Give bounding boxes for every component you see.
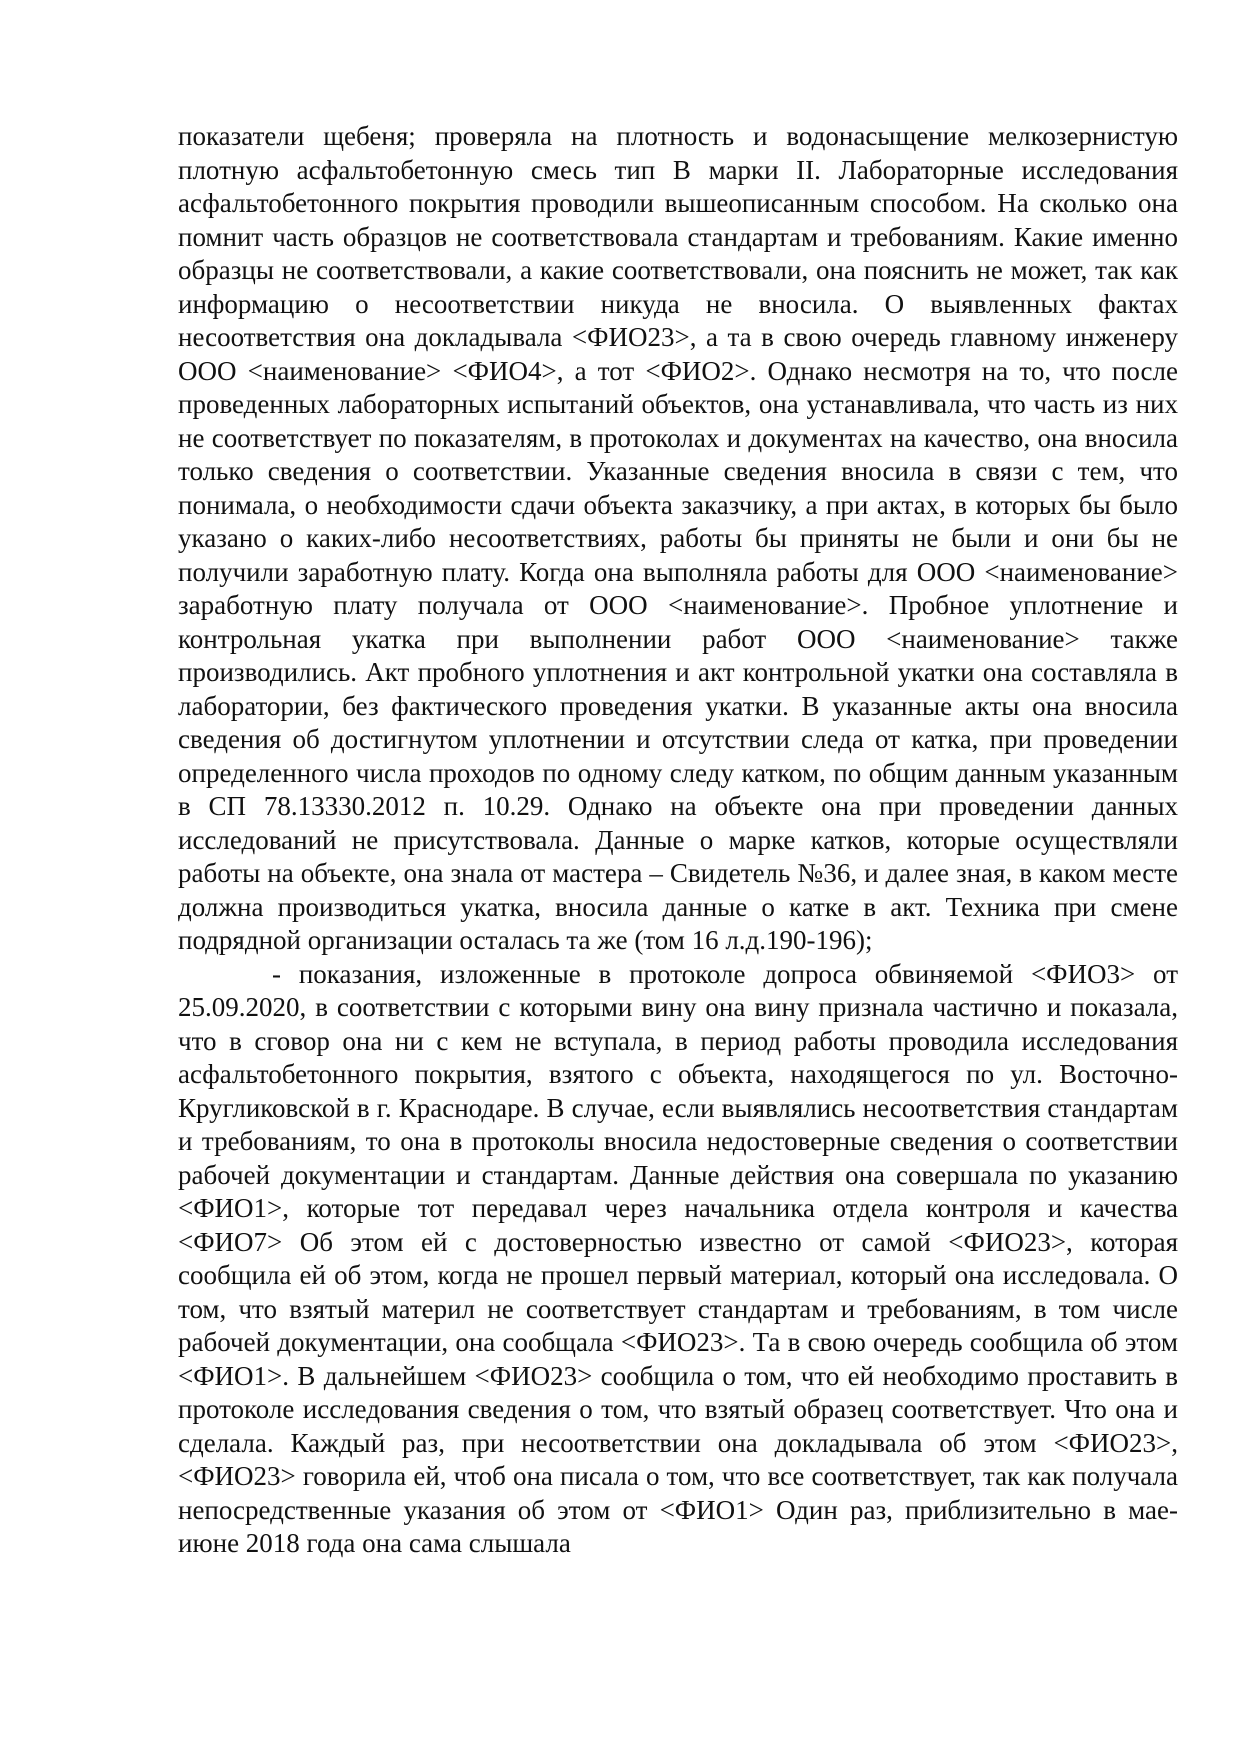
document-text xyxy=(178,120,1178,1561)
paragraph-testimony-continued: показатели щебеня; проверяла на плотность и водонасыщение мелкозернистую плотную асфальтобетонную смесь тип В марки II. Лабораторные исследования асфальтобетонного покрытия проводили вышеописанным способом. На сколько она помнит часть образцов не соответствовала стандартам и требованиям. Какие именно образцы не соответствовали, а какие соответствовали, она пояснить не может, так как информацию о несоответствии никуда не вносила. О выявленных фактах несоответствия она докладывала <ФИО23>, а та в свою очередь главному инженеру ООО <наименование> <ФИО4>, а тот <ФИО2>. Однако несмотря на то, что после проведенных лабораторных испытаний объектов, она устанавливала, что часть из них не соответствует по показателям, в протоколах и документах на качество, она вносила только сведения о соответствии. Указанные сведения вносила в связи с тем, что понимала, о необходимости сдачи объекта заказчику, а при актах, в которых бы было указано о каких-либо несоответствиях, работы бы приняты не были и они бы не получили заработную плату. Когда она выполняла работы для ООО <наименование> заработную плату получала от ООО <наименование>. Пробное уплотнение и контрольная укатка при выполнении работ ООО <наименование> также производились. Акт пробного уплотнения и акт контрольной укатки она составляла в лаборатории, без фактического проведения укатки. В указанные акты она вносила сведения об достигнутом уплотнении и отсутствии следа от катка, при проведении определенного числа проходов по одному следу катком, по общим данным указанным в СП 78.13330.2012 п. 10.29. Однако на объекте она при проведении данных исследований не присутствовала. Данные о марке катков, которые осуществляли работы на объекте, она знала от мастера – Свидетель №36, и далее зная, в каком месте должна производиться укатка, вносила данные о катке в акт. Техника при смене подрядной организации осталась та же (том 16 л.д.190-196); xyxy=(178,121,1178,955)
paragraph-accused-testimony: - показания, изложенные в протоколе допроса обвиняемой <ФИО3> от 25.09.2020, в соответствии с которыми вину она вину признала частично и показала, что в сговор она ни с кем не вступала, в период работы проводила исследования асфальтобетонного покрытия, взятого с объекта, находящегося по ул. Восточно-Кругликовской в г. Краснодаре. В случае, если выявлялись несоответствия стандартам и требованиям, то она в протоколы вносила недостоверные сведения о соответствии рабочей документации и стандартам. Данные действия она совершала по указанию <ФИО1>, которые тот передавал через начальника отдела контроля и качества <ФИО7> Об этом ей с достоверностью известно от самой <ФИО23>, которая сообщила ей об этом, когда не прошел первый материал, который она исследовала. О том, что взятый материл не соответствует стандартам и требованиям, в том числе рабочей документации, она сообщала <ФИО23>. Та в свою очередь сообщила об этом <ФИО1>. В дальнейшем <ФИО23> сообщила о том, что ей необходимо проставить в протоколе исследования сведения о том, что взятый образец соответствует. Что она и сделала. Каждый раз, при несоответствии она докладывала об этом <ФИО23>, <ФИО23> говорила ей, чтоб она писала о том, что все соответствует, так как получала непосредственные указания об этом от <ФИО1> Один раз, приблизительно в мае-июне 2018 года она сама слышала xyxy=(178,958,1178,1558)
